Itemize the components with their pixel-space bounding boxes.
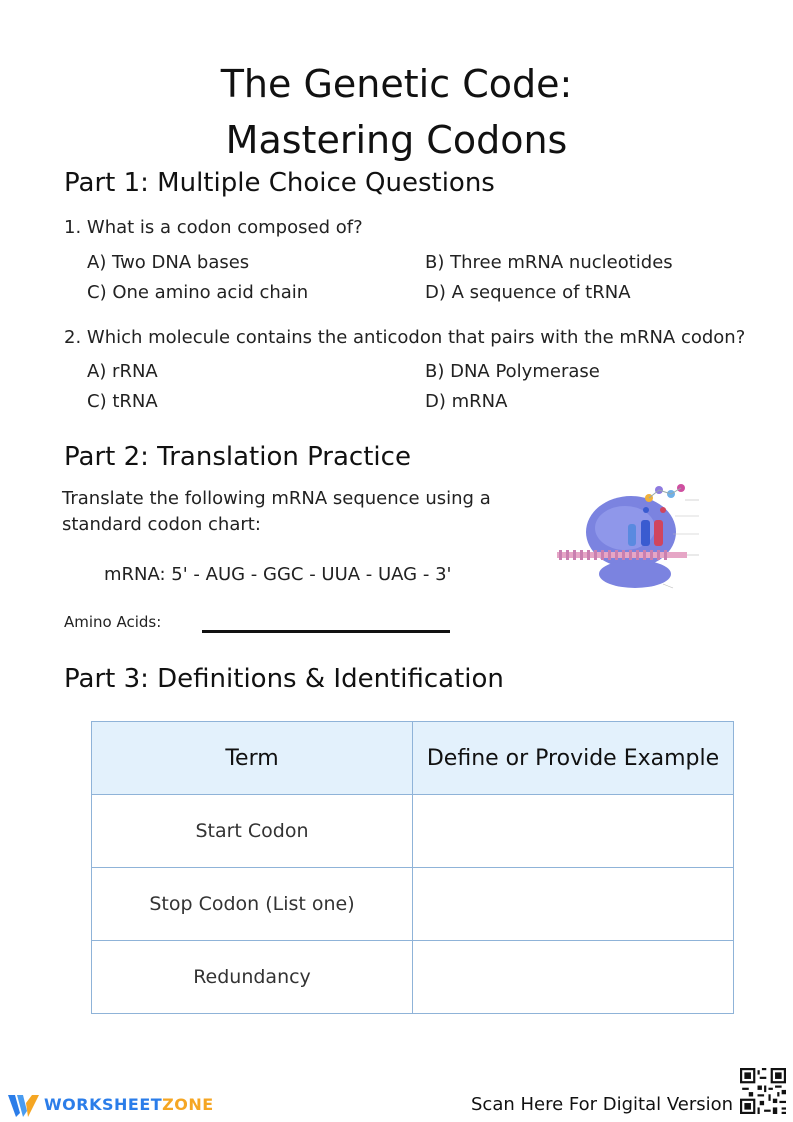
q1-option-b[interactable]: B) Three mRNA nucleotides (425, 252, 673, 273)
mrna-sequence: mRNA: 5' - AUG - GGC - UUA - UAG - 3' (104, 564, 452, 585)
q1-option-a[interactable]: A) Two DNA bases (87, 252, 250, 273)
part1-heading: Part 1: Multiple Choice Questions (64, 168, 495, 198)
part2-heading: Part 2: Translation Practice (64, 442, 411, 472)
q1-option-d[interactable]: D) A sequence of tRNA (425, 282, 631, 303)
worksheetzone-logo-text (44, 1095, 214, 1114)
page-title (0, 56, 793, 168)
q2-option-a[interactable]: A) rRNA (87, 361, 158, 382)
question-1: 1. What is a codon composed of? (64, 217, 363, 238)
term-cell: Redundancy (92, 941, 413, 1014)
table-row (92, 795, 734, 868)
answer-cell[interactable] (413, 941, 734, 1014)
amino-acids-answer-line[interactable] (202, 630, 450, 633)
logo-word-worksheet: WORKSHEET (44, 1095, 163, 1114)
term-cell: Stop Codon (List one) (92, 868, 413, 941)
column-header-term: Term (92, 722, 413, 795)
title-line-1: The Genetic Code: (220, 62, 573, 106)
q2-option-d[interactable]: D) mRNA (425, 391, 508, 412)
logo-word-zone: ZONE (162, 1095, 214, 1114)
term-cell: Start Codon (92, 795, 413, 868)
definitions-table (91, 721, 734, 1014)
q1-option-c[interactable]: C) One amino acid chain (87, 282, 309, 303)
qr-code-icon[interactable] (740, 1068, 786, 1114)
title-line-2: Mastering Codons (225, 118, 568, 162)
answer-cell[interactable] (413, 868, 734, 941)
column-header-definition: Define or Provide Example (413, 722, 734, 795)
amino-acids-label: Amino Acids: (64, 613, 162, 631)
q2-option-b[interactable]: B) DNA Polymerase (425, 361, 600, 382)
instruction-line-1: Translate the following mRNA sequence using a (62, 488, 491, 509)
part3-heading: Part 3: Definitions & Identification (64, 664, 504, 694)
table-row (92, 868, 734, 941)
table-row (92, 941, 734, 1014)
answer-cell[interactable] (413, 795, 734, 868)
table-header-row (92, 722, 734, 795)
ribosome-translation-illustration (553, 480, 703, 592)
worksheetzone-logo-icon (8, 1093, 40, 1119)
q2-option-c[interactable]: C) tRNA (87, 391, 158, 412)
question-2: 2. Which molecule contains the anticodon that pairs with the mRNA codon? (64, 327, 746, 348)
scan-instruction: Scan Here For Digital Version (471, 1094, 734, 1115)
instruction-line-2: standard codon chart: (62, 514, 261, 535)
